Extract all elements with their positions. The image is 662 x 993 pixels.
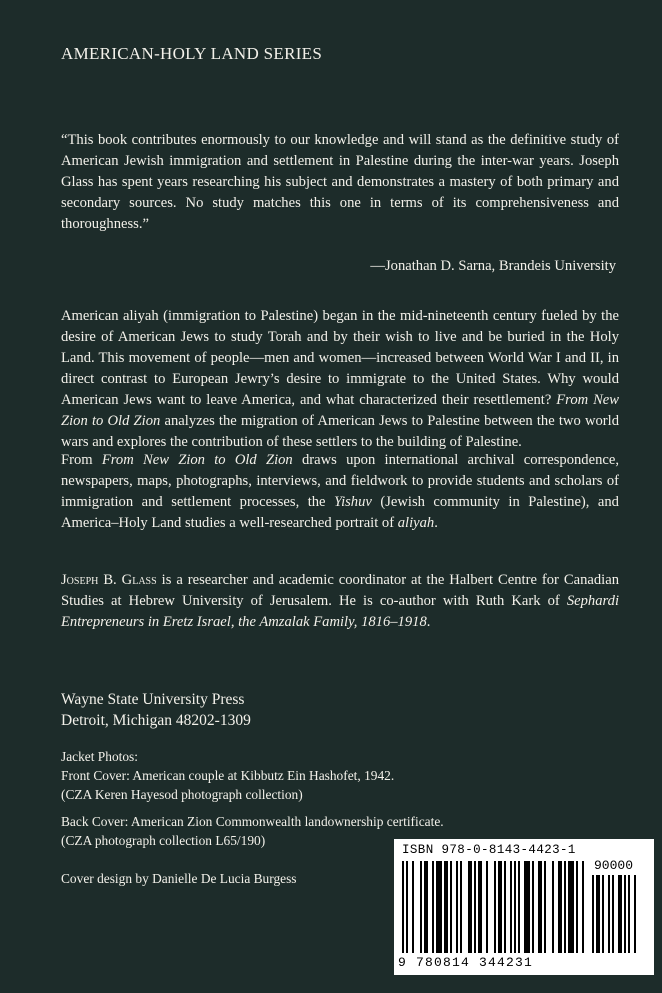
barcode-bar [544, 861, 546, 953]
book-title: From New Zion to Old Zion [61, 392, 620, 429]
barcode-bar [612, 875, 614, 953]
barcode-bar [624, 875, 626, 953]
cover-design-credit: Cover design by Danielle De Lucia Burgess [61, 871, 297, 886]
book-title-inline: From New Zion to Old Zion [101, 452, 293, 468]
barcode-bar [514, 861, 516, 953]
description-paragraph-2 [61, 450, 619, 534]
barcode-bar [592, 875, 594, 953]
yishuv-term: Yishuv [334, 494, 372, 510]
barcode-bar [524, 861, 530, 953]
barcode-bar [628, 875, 630, 953]
barcode-bar [424, 861, 428, 953]
barcode-bar [538, 861, 542, 953]
barcode-bar [412, 861, 414, 953]
barcode-bar [420, 861, 422, 953]
barcode-bar [494, 861, 496, 953]
publisher-name: Wayne State University Press [61, 691, 245, 708]
quote-attribution: —Jonathan D. Sarna, Brandeis University [370, 258, 616, 274]
back-cover-source: (CZA photograph collection L65/190) [61, 833, 266, 848]
barcode-bar [478, 861, 482, 953]
barcode-bar [608, 875, 610, 953]
barcode-bar [602, 875, 604, 953]
barcode-bar [568, 861, 574, 953]
bio-text: is a researcher and academic coordinator at the Halbert Centre for Canadian Studies at Hebrew University of Jerusalem. He is co-author with Ruth Kark of [61, 572, 619, 609]
p2-start: From [61, 452, 93, 468]
author-name: Joseph B. Glass [61, 572, 157, 588]
publisher-address: Detroit, Michigan 48202-1309 [61, 712, 251, 729]
barcode-bar [558, 861, 562, 953]
barcode-bar [444, 861, 448, 953]
p2-end: . [434, 515, 438, 531]
barcode-bar [406, 861, 408, 953]
barcode-bar [498, 861, 502, 953]
coauthored-title: Sephardi Entrepreneurs in Eretz Israel, the Amzalak Family, 1816–1918 [61, 593, 620, 630]
barcode-bar [634, 875, 636, 953]
barcode-bar [532, 861, 534, 953]
front-cover-source: (CZA Keren Hayesod photograph collection) [61, 787, 303, 802]
jacket-photos-credits [61, 747, 394, 804]
barcode-bar [402, 861, 404, 953]
front-cover-credit: Front Cover: American couple at Kibbutz Ein Hashofet, 1942. [61, 768, 395, 783]
publisher-block [61, 689, 251, 731]
back-cover-credits [61, 812, 444, 850]
barcode-bar [504, 861, 506, 953]
price-code: 90000 [594, 858, 634, 873]
back-cover-credit: Back Cover: American Zion Commonwealth landownership certificate. [61, 814, 444, 829]
aliyah-term: aliyah [397, 515, 435, 531]
endorsement-quote: “This book contributes enormously to our knowledge and will stand as the definitive study of American Jewish immigration and settlement in Palestine during the inter-war years. Joseph Glass has spent years researching his subject and demonstrates a mastery of both primary and secondary sources. No study matches this one in terms of its comprehensiveness and thoroughness.” [61, 132, 619, 232]
barcode-bar [596, 875, 600, 953]
barcode-bar [432, 861, 434, 953]
barcode-bar [576, 861, 578, 953]
barcode-bar [436, 861, 442, 953]
p2-mid: draws upon international archival correspondence, newspapers, maps, photographs, interviews, and fieldwork to provide students and scholars of immigration and settlement processes, the [61, 452, 619, 510]
barcode-bars-addon [592, 875, 646, 955]
barcode-bar [510, 861, 512, 953]
barcode-bar [552, 861, 554, 953]
barcode-bars-main [402, 861, 588, 955]
barcode-bar [618, 875, 622, 953]
isbn-barcode [394, 839, 654, 975]
description-paragraph-1 [61, 306, 619, 453]
barcode-bar [474, 861, 476, 953]
isbn-label: ISBN 978-0-8143-4423-1 [402, 843, 576, 857]
barcode-bar [518, 861, 520, 953]
p1-end: analyzes the migration of American Jews to Palestine between the two world wars and explores the contribution of these settlers to the building of Palestine. [61, 413, 620, 450]
barcode-bar [456, 861, 458, 953]
barcode-bar [450, 861, 452, 953]
bio-end: . [426, 614, 431, 630]
ean-digits: 9 780814 344231 [398, 955, 534, 970]
p1-text: American aliyah (immigration to Palestine) began in the mid-nineteenth century fueled by the desire of American Jews to study Torah and by their wish to live and be buried in the Holy Land. This movement of people—men and women—increased between World War I and II, in direct contrast to European Jewry’s desire to immigrate to the United States. Why would American Jews want to leave America, and what characterized their resettlement? [61, 308, 619, 408]
author-bio [61, 570, 619, 633]
barcode-bar [460, 861, 462, 953]
barcode-bar [468, 861, 472, 953]
barcode-bar [486, 861, 488, 953]
p2-mid2: (Jewish community in Palestine), and America–Holy Land studies a well-researched portrait of [61, 494, 619, 531]
jacket-label: Jacket Photos: [61, 749, 138, 764]
series-title: AMERICAN-HOLY LAND SERIES [61, 44, 323, 63]
barcode-bar [564, 861, 566, 953]
barcode-bar [582, 861, 584, 953]
